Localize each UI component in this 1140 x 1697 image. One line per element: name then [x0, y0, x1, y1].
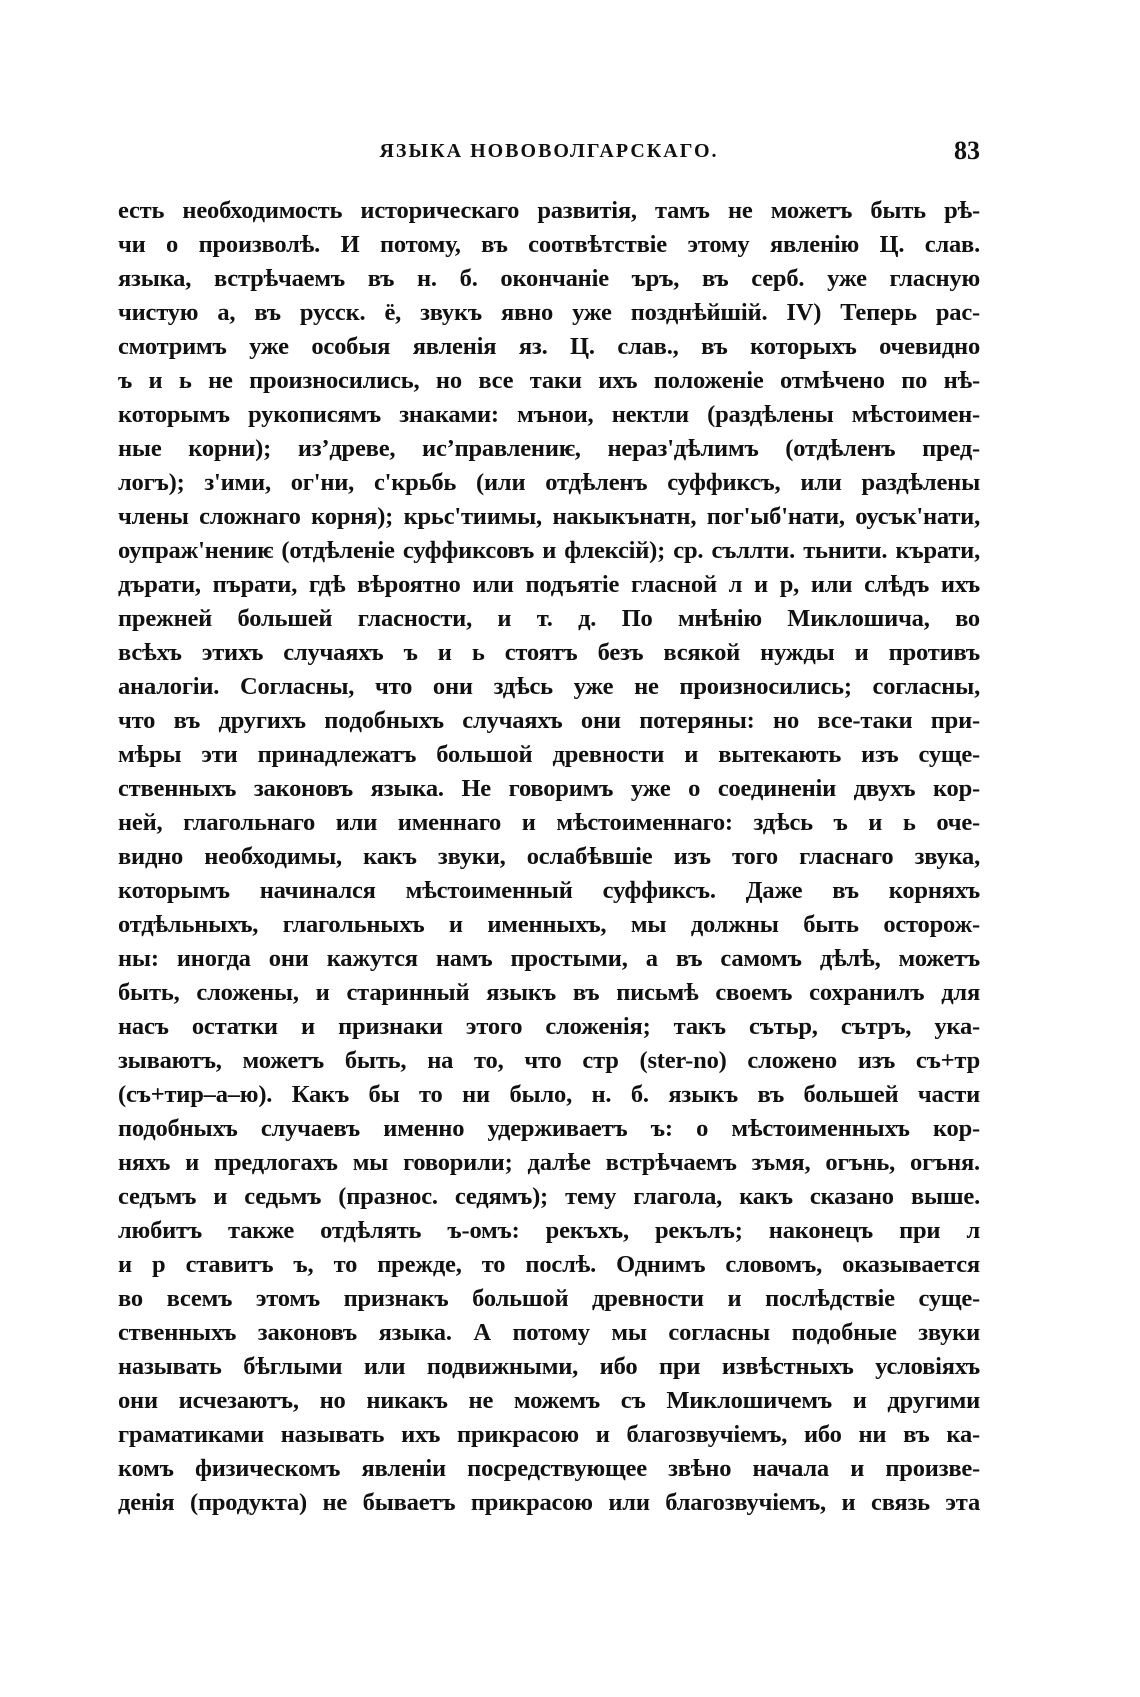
- text-line: ней, глагольнаго или именнаго и мѣстоименнаго: здѣсь ъ и ь оче-: [118, 809, 980, 836]
- text-line: ственныхъ законовъ языка. Не говоримъ уже о соединеніи двухъ кор-: [118, 775, 980, 802]
- text-line: что въ другихъ подобныхъ случаяхъ они потеряны: но все-таки при-: [118, 707, 980, 734]
- text-line: няхъ и предлогахъ мы говорили; далѣе встрѣчаемъ зъмя, огънь, огъня.: [118, 1149, 980, 1176]
- text-line: (съ+тир–а–ю). Какъ бы то ни было, н. б. языкъ въ большей части: [118, 1081, 980, 1108]
- text-line: языка, встрѣчаемъ въ н. б. окончаніе ъръ, въ серб. уже гласную: [118, 265, 980, 292]
- text-line: называть бѣглыми или подвижными, ибо при извѣстныхъ условіяхъ: [118, 1353, 980, 1380]
- text-line: ъ и ь не произносились, но все таки ихъ положеніе отмѣчено по нѣ-: [118, 367, 980, 394]
- text-line: чи о произволѣ. И потому, въ соотвѣтствіе этому явленію Ц. слав.: [118, 231, 980, 258]
- text-line: оупраж'нениѥ (отдѣленіе суффиксовъ и флексій); ср. съллти. тьнити. кърати,: [118, 537, 980, 564]
- text-line: всѣхъ этихъ случаяхъ ъ и ь стоятъ безъ всякой нужды и противъ: [118, 639, 980, 666]
- text-line: прежней большей гласности, и т. д. По мнѣнію Миклошича, во: [118, 605, 980, 632]
- text-line: которымъ рукописямъ знаками: мънои, нектли (раздѣлены мѣстоимен-: [118, 401, 980, 428]
- text-line: чистую а, въ русск. ё, звукъ явно уже позднѣйшій. IV) Теперь рас-: [118, 299, 980, 326]
- text-line: ственныхъ законовъ языка. А потому мы согласны подобные звуки: [118, 1319, 980, 1346]
- text-line: смотримъ уже особыя явленія яз. Ц. слав., въ которыхъ очевидно: [118, 333, 980, 360]
- text-line: мѣры эти принадлежатъ большой древности и вытекають изъ суще-: [118, 741, 980, 768]
- text-line: граматиками называть ихъ прикрасою и благозвучіемъ, ибо ни въ ка-: [118, 1421, 980, 1448]
- text-line: аналогіи. Согласны, что они здѣсь уже не произносились; согласны,: [118, 673, 980, 700]
- text-line: любитъ также отдѣлять ъ-омъ: рекъхъ, рекълъ; наконецъ при л: [118, 1217, 980, 1244]
- text-line: члены сложнаго корня); крьс'тиимы, накыкънатн, пог'ыб'нати, оусък'нати,: [118, 503, 980, 530]
- text-line: отдѣльныхъ, глагольныхъ и именныхъ, мы должны быть осторож-: [118, 911, 980, 938]
- text-line: которымъ начинался мѣстоименный суффиксъ. Даже въ корняхъ: [118, 877, 980, 904]
- text-line: подобныхъ случаевъ именно удерживаетъ ъ: о мѣстоименныхъ кор-: [118, 1115, 980, 1142]
- text-line: комъ физическомъ явленіи посредствующее звѣно начала и произве-: [118, 1455, 980, 1482]
- text-line: ны: иногда они кажутся намъ простыми, а въ самомъ дѣлѣ, можетъ: [118, 945, 980, 972]
- text-line: денія (продукта) не бываетъ прикрасою или благозвучіемъ, и связь эта: [118, 1489, 980, 1516]
- text-line: седъмъ и седьмъ (празнос. седямъ); тему глагола, какъ сказано выше.: [118, 1183, 980, 1210]
- text-line: они исчезаютъ, но никакъ не можемъ съ Миклошичемъ и другими: [118, 1387, 980, 1414]
- text-line: зываютъ, можетъ быть, на то, что стр (ster-no) сложено изъ съ+тр: [118, 1047, 980, 1074]
- page-header: [118, 136, 980, 174]
- text-line: видно необходимы, какъ звуки, ослабѣвшіе изъ того гласнаго звука,: [118, 843, 980, 870]
- body-text: [118, 194, 980, 1520]
- text-line: во всемъ этомъ признакъ большой древности и послѣдствіе суще-: [118, 1285, 980, 1312]
- text-line: ные корни); изʼдреве, исʼправлениѥ, нераз'дѣлимъ (отдѣленъ пред-: [118, 435, 980, 462]
- text-line: дърати, пърати, гдѣ вѣроятно или подъятіе гласной л и р, или слѣдъ ихъ: [118, 571, 980, 598]
- running-title: ЯЗЫКА НОВОВОЛГАРСКАГО.: [379, 140, 719, 162]
- text-line: и р ставитъ ъ, то прежде, то послѣ. Однимъ словомъ, оказывается: [118, 1251, 980, 1278]
- page-number: 83: [954, 136, 980, 165]
- text-line: логъ); з'ими, ог'ни, с'крьбь (или отдѣленъ суффиксъ, или раздѣлены: [118, 469, 980, 496]
- text-line: насъ остатки и признаки этого сложенія; такъ сътьр, сътръ, ука-: [118, 1013, 980, 1040]
- text-line: есть необходимость историческаго развитія, тамъ не можетъ быть рѣ-: [118, 197, 980, 224]
- text-line: быть, сложены, и старинный языкъ въ письмѣ своемъ сохранилъ для: [118, 979, 980, 1006]
